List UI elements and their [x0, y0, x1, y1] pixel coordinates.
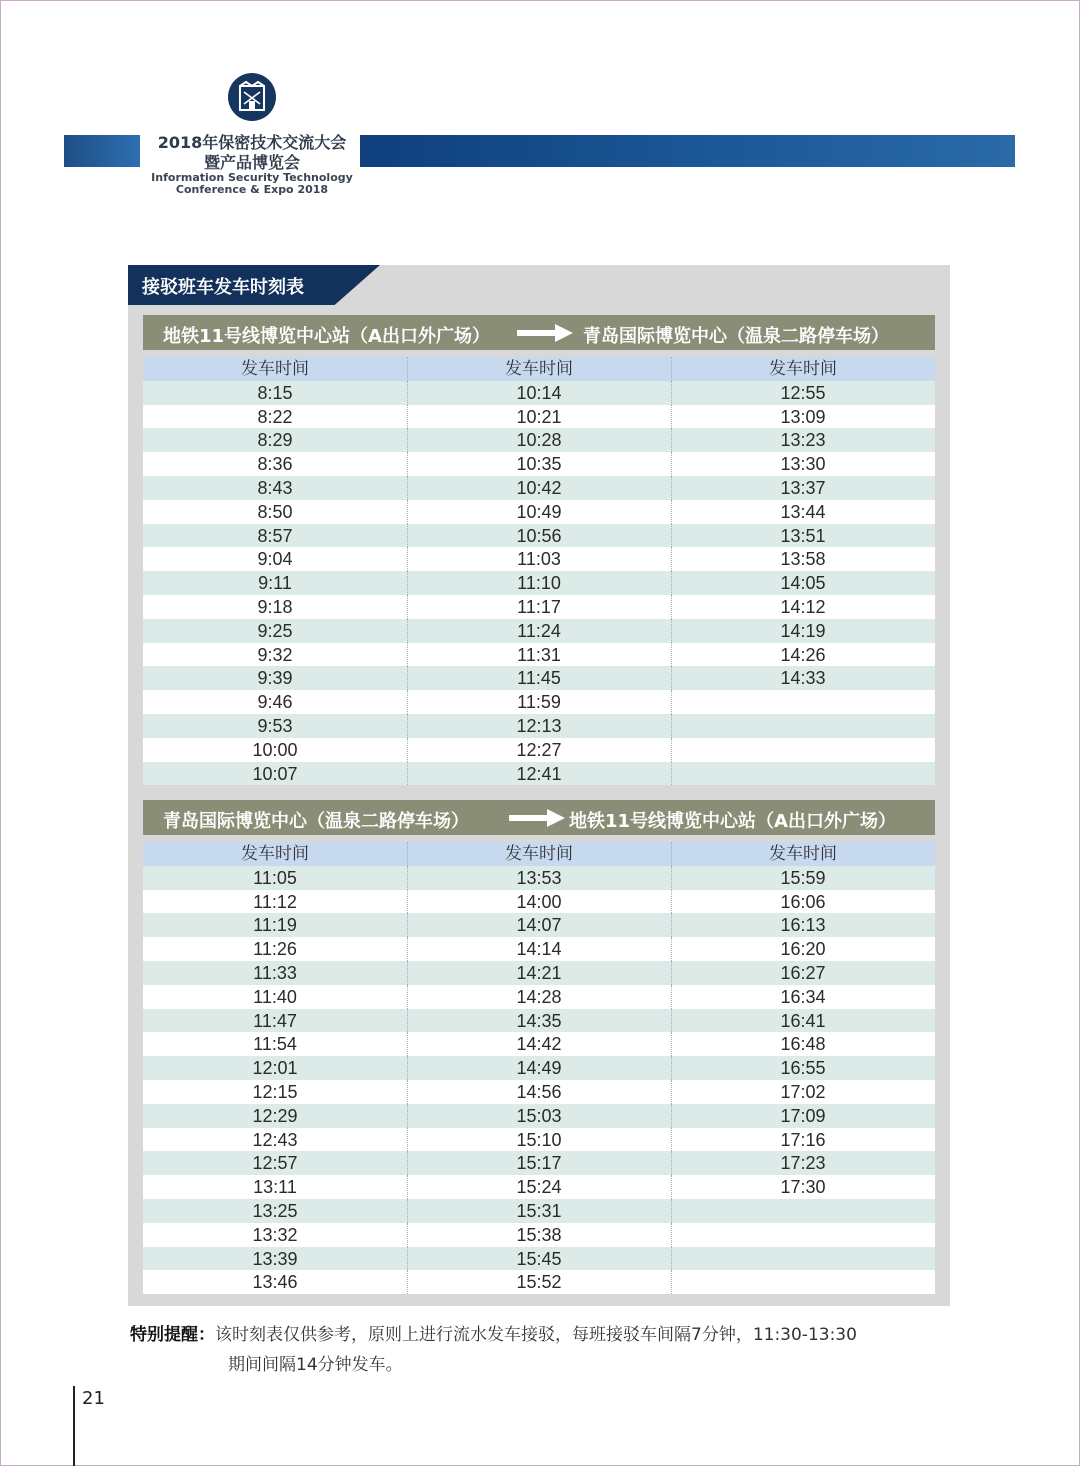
table-cell: 13:25 [252, 1200, 298, 1221]
table-row [143, 428, 935, 452]
column-separator [671, 985, 672, 1009]
column-separator [407, 1128, 408, 1152]
column-separator [671, 690, 672, 714]
table-cell: 8:50 [257, 501, 293, 522]
table-cell: 13:11 [253, 1177, 297, 1198]
route-bar-2 [143, 800, 935, 835]
table-cell: 9:04 [257, 549, 293, 570]
table-row [143, 1080, 935, 1104]
column-separator [671, 643, 672, 667]
table-row [143, 1009, 935, 1033]
table-row [143, 500, 935, 524]
column-separator [407, 1032, 408, 1056]
table-cell: 发车时间 [241, 844, 309, 864]
column-separator [407, 1151, 408, 1175]
column-separator [671, 500, 672, 524]
column-separator [671, 1175, 672, 1199]
column-separator [671, 890, 672, 914]
column-separator [407, 937, 408, 961]
table-cell: 12:27 [516, 739, 562, 760]
table-cell: 16:20 [780, 939, 826, 960]
column-separator [407, 1175, 408, 1199]
table-row [143, 961, 935, 985]
table-cell: 9:11 [258, 573, 292, 594]
table-row [143, 866, 935, 890]
table-cell: 发车时间 [505, 844, 573, 864]
page-number: 21 [82, 1388, 105, 1409]
column-separator [407, 666, 408, 690]
column-separator [671, 1223, 672, 1247]
table-cell: 9:39 [257, 668, 293, 689]
table-cell: 11:40 [253, 986, 297, 1007]
conference-subtitle-en: Conference & Expo 2018 [175, 183, 329, 196]
notice [130, 1320, 857, 1375]
table-cell: 8:43 [257, 477, 293, 498]
column-separator [671, 961, 672, 985]
table-cell: 14:00 [516, 891, 562, 912]
timetable-2 [143, 842, 935, 1294]
conference-title-en: Information Security Technology [151, 171, 353, 184]
table-row [143, 762, 935, 786]
column-separator [407, 524, 408, 548]
table-cell: 12:29 [252, 1105, 298, 1126]
column-separator [671, 428, 672, 452]
table-cell: 16:13 [780, 915, 826, 936]
column-separator [407, 1199, 408, 1223]
table-row [143, 937, 935, 961]
column-separator [407, 643, 408, 667]
table-cell: 13:32 [252, 1224, 298, 1245]
table-cell: 14:14 [516, 939, 562, 960]
table-cell: 14:33 [780, 668, 826, 689]
table-row [143, 1175, 935, 1199]
column-separator [671, 619, 672, 643]
table-cell: 16:48 [780, 1034, 826, 1055]
table-cell: 11:31 [517, 644, 561, 665]
table-row [143, 738, 935, 762]
table-row [143, 1128, 935, 1152]
table-cell: 11:19 [253, 915, 297, 936]
column-separator [407, 500, 408, 524]
table-cell: 12:13 [516, 715, 562, 736]
table-cell: 10:00 [252, 739, 298, 760]
table-cell: 14:12 [780, 596, 826, 617]
route-2-to: 地铁11号线博览中心站（A出口外广场） [569, 811, 896, 832]
table-row [143, 1247, 935, 1271]
table-cell: 8:22 [257, 406, 293, 427]
table-row [143, 476, 935, 500]
header-band-left [64, 135, 140, 167]
table-cell: 10:49 [516, 501, 562, 522]
route-bar-1 [143, 315, 935, 350]
table-cell: 15:52 [516, 1272, 562, 1293]
table-cell: 12:55 [780, 382, 826, 403]
column-separator [671, 405, 672, 429]
table-row [143, 1223, 935, 1247]
column-separator [671, 571, 672, 595]
table-cell: 15:31 [516, 1200, 562, 1221]
table-cell: 14:05 [780, 573, 826, 594]
table-cell: 14:56 [516, 1081, 562, 1102]
table-row [143, 524, 935, 548]
table-cell: 15:03 [516, 1105, 562, 1126]
table-header-row [143, 357, 935, 381]
column-separator [407, 476, 408, 500]
table-cell: 14:49 [516, 1058, 562, 1079]
table-cell: 13:58 [780, 549, 826, 570]
table-cell: 14:21 [516, 962, 562, 983]
route-2-from: 青岛国际博览中心（温泉二路停车场） [163, 811, 469, 832]
table-row [143, 890, 935, 914]
column-separator [407, 913, 408, 937]
table-cell: 10:21 [516, 406, 562, 427]
column-separator [671, 937, 672, 961]
table-cell: 11:54 [253, 1034, 297, 1055]
column-separator [407, 571, 408, 595]
column-separator [407, 595, 408, 619]
column-separator [407, 405, 408, 429]
column-separator [671, 1270, 672, 1294]
section-title: 接驳班车发车时刻表 [142, 277, 304, 298]
conference-subtitle-cn: 暨产品博览会 [203, 153, 300, 172]
table-cell: 11:47 [253, 1010, 297, 1031]
table-cell: 15:38 [516, 1224, 562, 1245]
header-band-right [360, 135, 1015, 167]
table-row [143, 1151, 935, 1175]
column-separator [671, 524, 672, 548]
column-separator [407, 357, 408, 381]
column-separator [671, 1151, 672, 1175]
column-separator [407, 1104, 408, 1128]
table-cell: 8:57 [257, 525, 293, 546]
table-cell: 发车时间 [769, 359, 837, 379]
column-separator [671, 738, 672, 762]
column-separator [671, 357, 672, 381]
table-cell: 17:30 [780, 1177, 826, 1198]
table-row [143, 1056, 935, 1080]
table-cell: 10:35 [516, 454, 562, 475]
table-cell: 16:34 [780, 986, 826, 1007]
table-cell: 8:29 [257, 430, 293, 451]
table-cell: 17:09 [780, 1105, 826, 1126]
table-cell: 11:03 [517, 549, 561, 570]
table-cell: 发车时间 [505, 359, 573, 379]
table-cell: 14:26 [780, 644, 826, 665]
table-row [143, 405, 935, 429]
table-cell: 16:55 [780, 1058, 826, 1079]
table-cell: 9:53 [257, 715, 293, 736]
table-cell: 发车时间 [241, 359, 309, 379]
table-cell: 15:10 [516, 1129, 562, 1150]
column-separator [407, 961, 408, 985]
column-separator [671, 913, 672, 937]
conference-title-cn: 2018年保密技术交流大会 [157, 133, 347, 152]
table-cell: 13:39 [252, 1248, 298, 1269]
table-cell: 11:05 [253, 867, 297, 888]
column-separator [407, 842, 408, 866]
table-cell: 12:43 [252, 1129, 298, 1150]
column-separator [407, 381, 408, 405]
table-cell: 11:59 [517, 692, 561, 713]
table-cell: 15:45 [516, 1248, 562, 1269]
conference-logo-icon [227, 72, 277, 122]
table-cell: 13:51 [780, 525, 826, 546]
column-separator [407, 738, 408, 762]
table-cell: 16:41 [780, 1010, 826, 1031]
column-separator [671, 1032, 672, 1056]
table-cell: 13:09 [780, 406, 826, 427]
column-separator [671, 842, 672, 866]
column-separator [407, 762, 408, 786]
notice-line-2: 期间间隔14分钟发车。 [228, 1355, 403, 1375]
table-cell: 发车时间 [769, 844, 837, 864]
table-cell: 16:27 [780, 962, 826, 983]
column-separator [671, 666, 672, 690]
column-separator [671, 714, 672, 738]
table-header-row [143, 842, 935, 866]
table-row [143, 666, 935, 690]
column-separator [671, 762, 672, 786]
table-cell: 11:10 [517, 573, 561, 594]
table-cell: 9:32 [257, 644, 293, 665]
table-cell: 12:57 [252, 1153, 298, 1174]
column-separator [671, 595, 672, 619]
column-separator [407, 1009, 408, 1033]
table-row [143, 452, 935, 476]
table-row [143, 1270, 935, 1294]
table-cell: 14:28 [516, 986, 562, 1007]
table-cell: 16:06 [780, 891, 826, 912]
table-cell: 10:42 [516, 477, 562, 498]
table-row [143, 643, 935, 667]
table-cell: 8:36 [257, 454, 293, 475]
column-separator [671, 1199, 672, 1223]
route-1-from: 地铁11号线博览中心站（A出口外广场） [163, 326, 490, 347]
table-row [143, 595, 935, 619]
column-separator [407, 1223, 408, 1247]
table-cell: 8:15 [257, 382, 293, 403]
table-cell: 11:12 [253, 891, 297, 912]
table-cell: 13:23 [780, 430, 826, 451]
page-number-rule [73, 1386, 75, 1466]
column-separator [407, 619, 408, 643]
table-cell: 9:18 [257, 596, 293, 617]
table-cell: 10:14 [516, 382, 562, 403]
table-row [143, 913, 935, 937]
table-cell: 13:30 [780, 454, 826, 475]
route-1-to: 青岛国际博览中心（温泉二路停车场） [583, 326, 889, 347]
table-cell: 15:24 [516, 1177, 562, 1198]
table-cell: 12:01 [252, 1058, 298, 1079]
column-separator [671, 1056, 672, 1080]
table-row [143, 547, 935, 571]
column-separator [407, 1056, 408, 1080]
table-cell: 14:35 [516, 1010, 562, 1031]
table-cell: 9:46 [257, 692, 293, 713]
column-separator [407, 985, 408, 1009]
table-cell: 10:28 [516, 430, 562, 451]
table-cell: 17:23 [780, 1153, 826, 1174]
table-cell: 11:33 [253, 962, 297, 983]
table-cell: 10:07 [252, 763, 298, 784]
table-row [143, 619, 935, 643]
column-separator [671, 1247, 672, 1271]
table-cell: 11:26 [253, 939, 297, 960]
column-separator [671, 452, 672, 476]
column-separator [407, 890, 408, 914]
notice-line-1: 该时刻表仅供参考，原则上进行流水发车接驳，每班接驳车间隔7分钟，11:30-13:30 [215, 1325, 857, 1345]
table-cell: 14:19 [780, 620, 826, 641]
table-cell: 15:17 [516, 1153, 562, 1174]
table-cell: 14:42 [516, 1034, 562, 1055]
column-separator [407, 1080, 408, 1104]
column-separator [407, 452, 408, 476]
table-cell: 11:17 [517, 596, 561, 617]
table-cell: 13:53 [516, 867, 562, 888]
table-row [143, 1199, 935, 1223]
table-cell: 9:25 [257, 620, 293, 641]
arrow-right-icon [517, 324, 573, 342]
table-cell: 11:45 [517, 668, 561, 689]
column-separator [407, 866, 408, 890]
table-row [143, 714, 935, 738]
table-row [143, 1104, 935, 1128]
table-row [143, 985, 935, 1009]
table-cell: 10:56 [516, 525, 562, 546]
table-cell: 13:46 [252, 1272, 298, 1293]
column-separator [671, 547, 672, 571]
table-cell: 13:44 [780, 501, 826, 522]
table-cell: 14:07 [516, 915, 562, 936]
column-separator [671, 866, 672, 890]
column-separator [671, 1104, 672, 1128]
column-separator [671, 1128, 672, 1152]
table-cell: 15:59 [780, 867, 826, 888]
column-separator [671, 1009, 672, 1033]
table-cell: 17:16 [780, 1129, 826, 1150]
table-row [143, 1032, 935, 1056]
column-separator [671, 381, 672, 405]
column-separator [671, 476, 672, 500]
column-separator [407, 547, 408, 571]
table-cell: 13:37 [780, 477, 826, 498]
table-cell: 11:24 [517, 620, 561, 641]
column-separator [407, 1270, 408, 1294]
timetable-1 [143, 357, 935, 785]
table-cell: 12:41 [516, 763, 562, 784]
arrow-right-icon [509, 809, 565, 827]
table-row [143, 571, 935, 595]
column-separator [407, 1247, 408, 1271]
table-cell: 12:15 [252, 1081, 298, 1102]
notice-label: 特别提醒： [130, 1325, 215, 1345]
column-separator [407, 690, 408, 714]
table-row [143, 381, 935, 405]
column-separator [671, 1080, 672, 1104]
column-separator [407, 428, 408, 452]
table-row [143, 690, 935, 714]
table-cell: 17:02 [780, 1081, 826, 1102]
column-separator [407, 714, 408, 738]
